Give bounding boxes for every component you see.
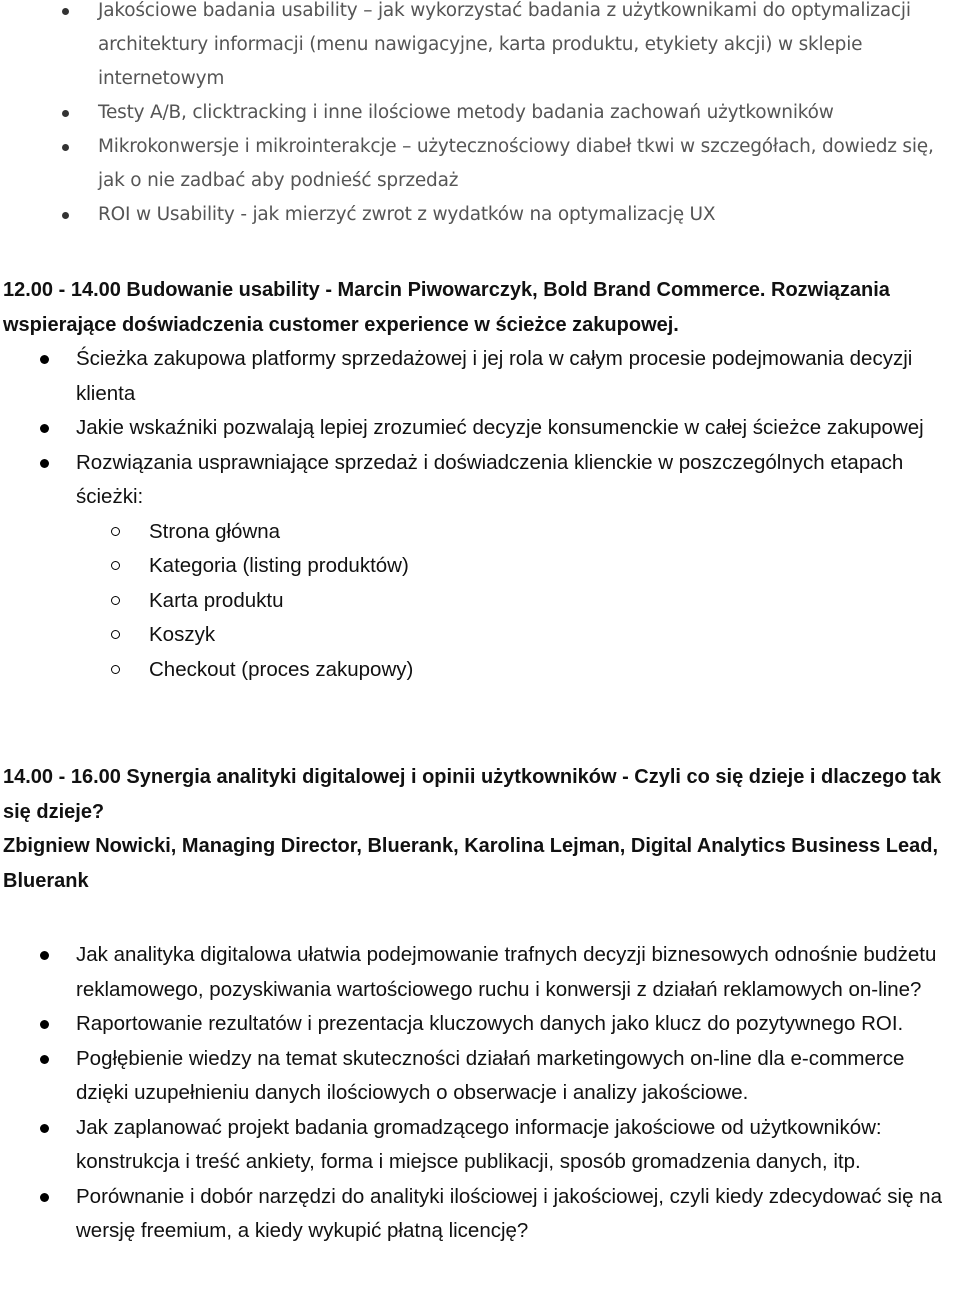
section1-list — [0, 0, 960, 232]
section3-list — [0, 938, 960, 1249]
bullet-icon — [40, 1020, 49, 1029]
list-item: Raportowanie rezultatów i prezentacja kluczowych danych jako klucz do pozytywnego ROI. — [0, 1007, 960, 1042]
speakers: Zbigniew Nowicki, Managing Director, Bluerank, Karolina Lejman, Digital Analytics Business Lead, Bluerank — [3, 835, 939, 892]
hollow-bullet-icon — [111, 630, 120, 639]
list-item: Rozwiązania usprawniające sprzedaż i doświadczenia klienckie w poszczególnych etapach ścieżki: — [0, 446, 960, 515]
bullet-icon — [40, 424, 49, 433]
bullet-icon — [40, 1193, 49, 1202]
sub-list-item: Karta produktu — [0, 584, 960, 619]
section2-list — [0, 342, 960, 687]
list-item: Jak analityka digitalowa ułatwia podejmowanie trafnych decyzji biznesowych odnośnie budżetu reklamowego, pozyskiwania wartościowego ruchu i konwersji z działań reklamowych on-line? — [0, 938, 960, 1007]
hollow-bullet-icon — [111, 665, 120, 674]
list-item: Mikrokonwersje i mikrointerakcje – użytecznościowy diabeł tkwi w szczegółach, dowiedz się, jak o nie zadbać aby podnieść sprzedaż — [0, 130, 960, 198]
sub-list-item: Kategoria (listing produktów) — [0, 549, 960, 584]
list-item: ROI w Usability - jak mierzyć zwrot z wydatków na optymalizację UX — [0, 198, 960, 232]
bullet-icon — [40, 459, 49, 468]
sub-list-item: Koszyk — [0, 618, 960, 653]
list-item: Testy A/B, clicktracking i inne ilościowe metody badania zachowań użytkowników — [0, 96, 960, 130]
bullet-icon — [40, 951, 49, 960]
bullet-icon — [62, 8, 69, 15]
hollow-bullet-icon — [111, 561, 120, 570]
hollow-bullet-icon — [111, 527, 120, 536]
session-heading-1200: 12.00 - 14.00 Budowanie usability - Marcin Piwowarczyk, Bold Brand Commerce. Rozwiązania wspierające doświadczenia customer experience w ścieżce zakupowej. — [3, 279, 890, 336]
bullet-icon — [62, 212, 69, 219]
bullet-icon — [62, 110, 69, 117]
list-item: Jak zaplanować projekt badania gromadzącego informacje jakościowe od użytkowników: konstrukcja i treść ankiety, forma i miejsce publikacji, sposób gromadzenia danych, itp. — [0, 1111, 960, 1180]
list-item: Jakie wskaźniki pozwalają lepiej zrozumieć decyzje konsumenckie w całej ścieżce zakupowej — [0, 411, 960, 446]
hollow-bullet-icon — [111, 596, 120, 605]
list-item: Pogłębienie wiedzy na temat skuteczności działań marketingowych on-line dla e-commerce dzięki uzupełnieniu danych ilościowych o obserwacje i analizy jakościowe. — [0, 1042, 960, 1111]
bullet-icon — [40, 355, 49, 364]
list-item: Ścieżka zakupowa platformy sprzedażowej i jej rola w całym procesie podejmowania decyzji klienta — [0, 342, 960, 411]
list-item: Porównanie i dobór narzędzi do analityki ilościowej i jakościowej, czyli kiedy zdecydować się na wersję freemium, a kiedy wykupić płatną licencję? — [0, 1180, 960, 1249]
sub-list-item: Checkout (proces zakupowy) — [0, 653, 960, 688]
list-item: Jakościowe badania usability – jak wykorzystać badania z użytkownikami do optymalizacji architektury informacji (menu nawigacyjne, karta produktu, etykiety akcji) w sklepie internetowym — [0, 0, 960, 96]
sub-list-item: Strona główna — [0, 515, 960, 550]
bullet-icon — [40, 1055, 49, 1064]
bullet-icon — [62, 144, 69, 151]
session-heading-1400: 14.00 - 16.00 Synergia analityki digitalowej i opinii użytkowników - Czyli co się dzieje i dlaczego tak się dzieje? — [3, 766, 942, 823]
bullet-icon — [40, 1124, 49, 1133]
